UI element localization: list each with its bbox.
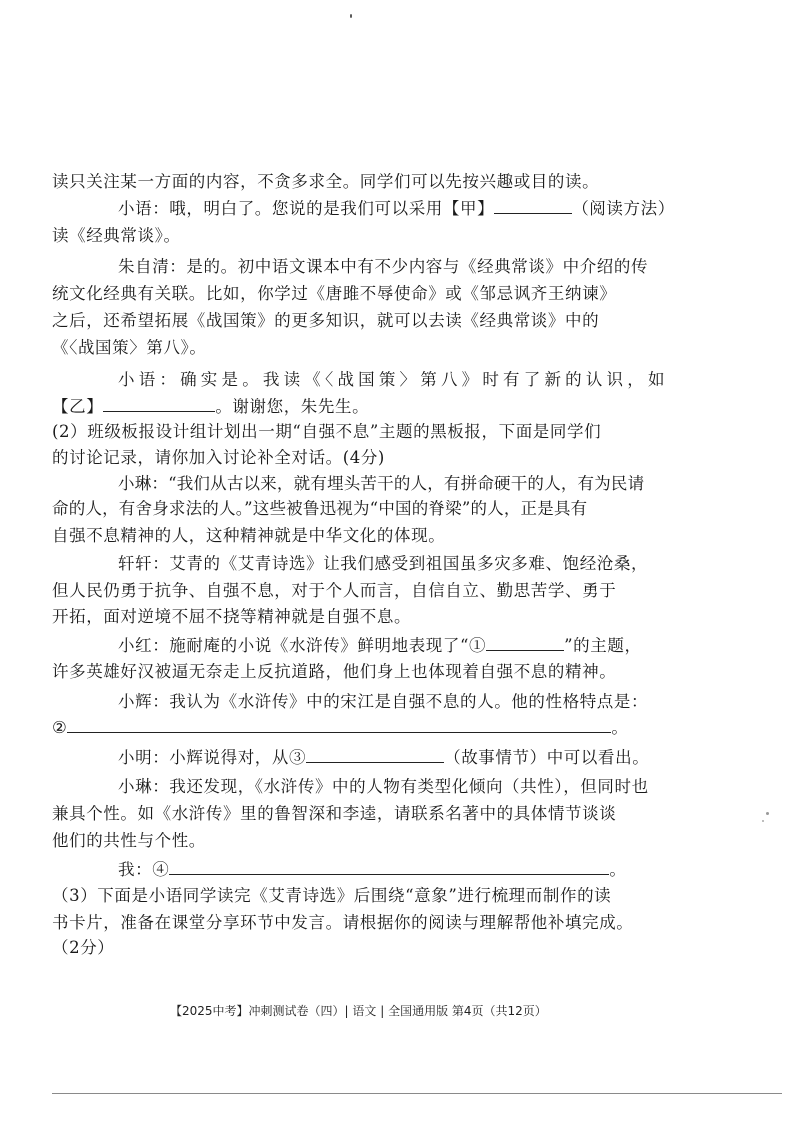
scan-edge-line (52, 1093, 782, 1094)
text-line: 之后，还希望拓展《战国策》的更多知识，就可以去读《经典常谈》中的 (52, 311, 600, 330)
scan-speck (350, 14, 352, 18)
text-line: （3）下面是小语同学读完《艾青诗选》后围绕“意象”进行梳理而制作的读 (52, 886, 612, 905)
text-segment: 。 (609, 860, 627, 879)
text-line: 小琳：“我们从古以来，就有埋头苦干的人，有拼命硬干的人，有为民请 (118, 474, 645, 493)
answer-blank-3[interactable] (306, 746, 444, 763)
text-segment: ② (52, 718, 68, 737)
answer-blank-4[interactable] (169, 858, 609, 875)
text-segment: ”的主题， (564, 636, 642, 655)
text-line (118, 858, 626, 882)
text-line: 统文化经典有关联。比如，你学过《唐雎不辱使命》或《邹忌讽齐王纳谏》 (52, 284, 617, 303)
text-line (52, 395, 369, 419)
text-line: 读只关注某一方面的内容，不贪多求全。同学们可以先按兴趣或目的读。 (52, 172, 600, 191)
text-line: （2分） (52, 938, 115, 957)
text-line: 《〈战国策〉第八》。 (52, 338, 207, 357)
text-line: 小琳：我还发现，《水浒传》中的人物有类型化倾向（共性），但同时也 (118, 777, 649, 796)
text-line (118, 746, 649, 770)
text-segment: 小语：哦，明白了。您说的是我们可以采用【甲】 (118, 199, 495, 218)
text-line (52, 716, 629, 740)
text-line: 兼具个性。如《水浒传》里的鲁智深和李逵，请联系名著中的具体情节谈谈 (52, 804, 617, 823)
text-segment: 小红：施耐庵的小说《水浒传》鲜明地表现了“① (118, 636, 487, 655)
answer-blank-2[interactable] (67, 716, 611, 733)
text-line: 小语：确实是。我读《〈战国策〉第八》时有了新的认识，如 (118, 370, 669, 389)
text-line: 读《经典常谈》。 (52, 226, 181, 245)
text-segment: （阅读方法） (572, 199, 675, 218)
text-line: 的讨论记录，请你加入讨论补全对话。(4分) (52, 448, 385, 467)
text-segment: 小明：小辉说得对，从③ (118, 748, 307, 767)
text-line: 许多英雄好汉被逼无奈走上反抗道路，他们身上也体现着自强不息的精神。 (52, 662, 617, 681)
answer-blank-1[interactable] (486, 634, 564, 651)
text-line: 命的人，有舍身求法的人。”这些被鲁迅视为“中国的脊梁”的人，正是具有 (52, 499, 588, 518)
text-line: 小辉：我认为《水浒传》中的宋江是自强不息的人。他的性格特点是： (118, 692, 649, 711)
text-line: 但人民仍勇于抗争、自强不息，对于个人而言，自信自立、勤思苦学、勇于 (52, 581, 617, 600)
scan-speck (762, 820, 764, 822)
text-line (118, 197, 675, 221)
text-segment: 。谢谢您，朱先生。 (215, 397, 370, 416)
text-segment: 【乙】 (52, 397, 104, 416)
text-line: 开拓，面对逆境不屈不挠等精神就是自强不息。 (52, 607, 412, 626)
text-segment: （故事情节）中可以看出。 (444, 748, 650, 767)
text-line: 朱自清：是的。初中语文课本中有不少内容与《经典常谈》中介绍的传 (118, 257, 649, 276)
text-line: 轩轩：艾青的《艾青诗选》让我们感受到祖国虽多灾多难、饱经沧桑， (118, 554, 649, 573)
answer-blank-jia[interactable] (494, 197, 572, 214)
text-line: (2）班级板报设计组计划出一期“自强不息”主题的黑板报，下面是同学们 (52, 422, 602, 441)
scan-speck (766, 812, 769, 815)
text-segment: 。 (611, 718, 629, 737)
text-line: 自强不息精神的人，这种精神就是中华文化的体现。 (52, 526, 446, 545)
text-line (118, 634, 642, 658)
answer-blank-yi[interactable] (103, 395, 215, 412)
text-line: 他们的共性与个性。 (52, 831, 206, 850)
text-line: 书卡片，准备在课堂分享环节中发言。请根据你的阅读与理解帮他补填完成。 (52, 913, 634, 932)
page-footer: 【2025中考】冲刺测试卷（四）| 语文 | 全国通用版 第4页（共12页） (170, 1004, 547, 1018)
text-segment: 我：④ (118, 860, 170, 879)
